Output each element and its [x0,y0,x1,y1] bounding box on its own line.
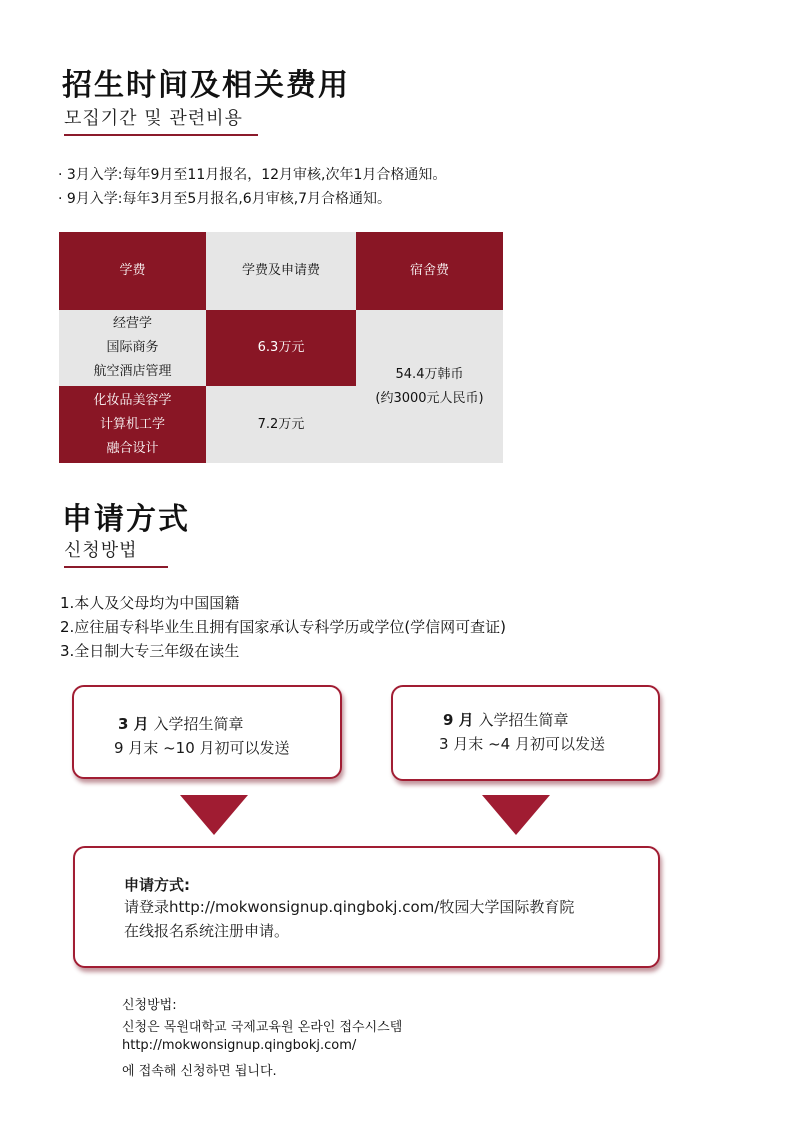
dorm-fee-rmb: (约3000元人民币) [375,390,484,406]
requirement-1: 1.本人及父母均为中国国籍 [60,594,240,612]
group1-majors [59,310,206,386]
sept-month: 9 月 [443,711,474,729]
sept-box-heading [443,709,568,730]
march-period: 9 月末 ~10 月初可以发送 [114,739,290,757]
section-subtitle-apply: 신청방법 [64,540,138,561]
sept-period: 3 月末 ~4 月初可以发送 [439,735,605,753]
fee-table [59,232,503,463]
schedule-line-march: · 3月入学:每年9月至11月报名，12月审核,次年1月合格通知。 [58,167,447,183]
apply-method-box [73,846,660,968]
march-intake-box [72,685,342,779]
apply-box-line1: 请登录http://mokwonsignup.qingbokj.com/牧园大学国际教育院 [124,898,575,916]
requirement-3: 3.全日制大专三年级在读生 [60,642,240,660]
dorm-fee [356,310,503,463]
header-dorm [356,232,503,310]
major-business: 经营学 [112,316,152,331]
korean-note-title: 신청방법: [122,998,177,1013]
group2-fee-value: 7.2万元 [257,416,305,432]
korean-note-url[interactable]: http://mokwonsignup.qingbokj.com/ [122,1038,357,1053]
group1-fee-value: 6.3万元 [257,340,305,355]
korean-note-line3: 에 접속해 신청하면 됩니다. [122,1064,277,1079]
apply-box-title: 申请方式: [124,876,190,894]
march-label: 入学招生简章 [153,715,244,733]
major-computer-eng: 计算机工学 [99,416,165,432]
header-tuition-app [206,232,356,310]
header-tuition [59,232,206,310]
september-intake-box [391,685,660,781]
requirement-2: 2.应往届专科毕业生且拥有国家承认专科学历或学位(学信网可查证) [60,618,507,636]
major-cosmetics: 化妆品美容学 [93,392,172,408]
group1-fee [206,310,356,386]
section-title-apply: 申请方式 [62,502,190,537]
arrow-down-icon [482,795,550,835]
korean-note-line1: 신청은 목원대학교 국제교육원 온라인 접수시스템 [122,1020,403,1035]
header-dorm-label: 宿舍费 [409,263,449,278]
sept-label: 入学招生简章 [478,711,569,729]
march-month: 3 月 [118,715,149,733]
major-intl-business: 国际商务 [106,340,159,355]
apply-box-line2: 在线报名系统注册申请。 [124,922,290,940]
dorm-fee-value: 54.4万韩币 [395,366,464,382]
group2-majors [59,386,206,463]
title-underline [64,134,258,136]
major-aviation-hotel: 航空酒店管理 [93,364,172,379]
header-tuition-label: 学费 [119,263,146,278]
group2-fee [206,386,356,463]
section-subtitle-recruitment: 모집기간 및 관련비용 [64,108,243,129]
section-title-recruitment: 招生时间及相关费用 [62,68,350,103]
schedule-line-september: · 9月入学:每年3月至5月报名,6月审核,7月合格通知。 [58,191,392,207]
march-box-heading [118,713,243,734]
arrow-down-icon [180,795,248,835]
major-fusion-design: 融合设计 [106,440,159,456]
title-underline-apply [64,566,168,568]
header-tuition-app-label: 学费及申请费 [241,263,320,278]
